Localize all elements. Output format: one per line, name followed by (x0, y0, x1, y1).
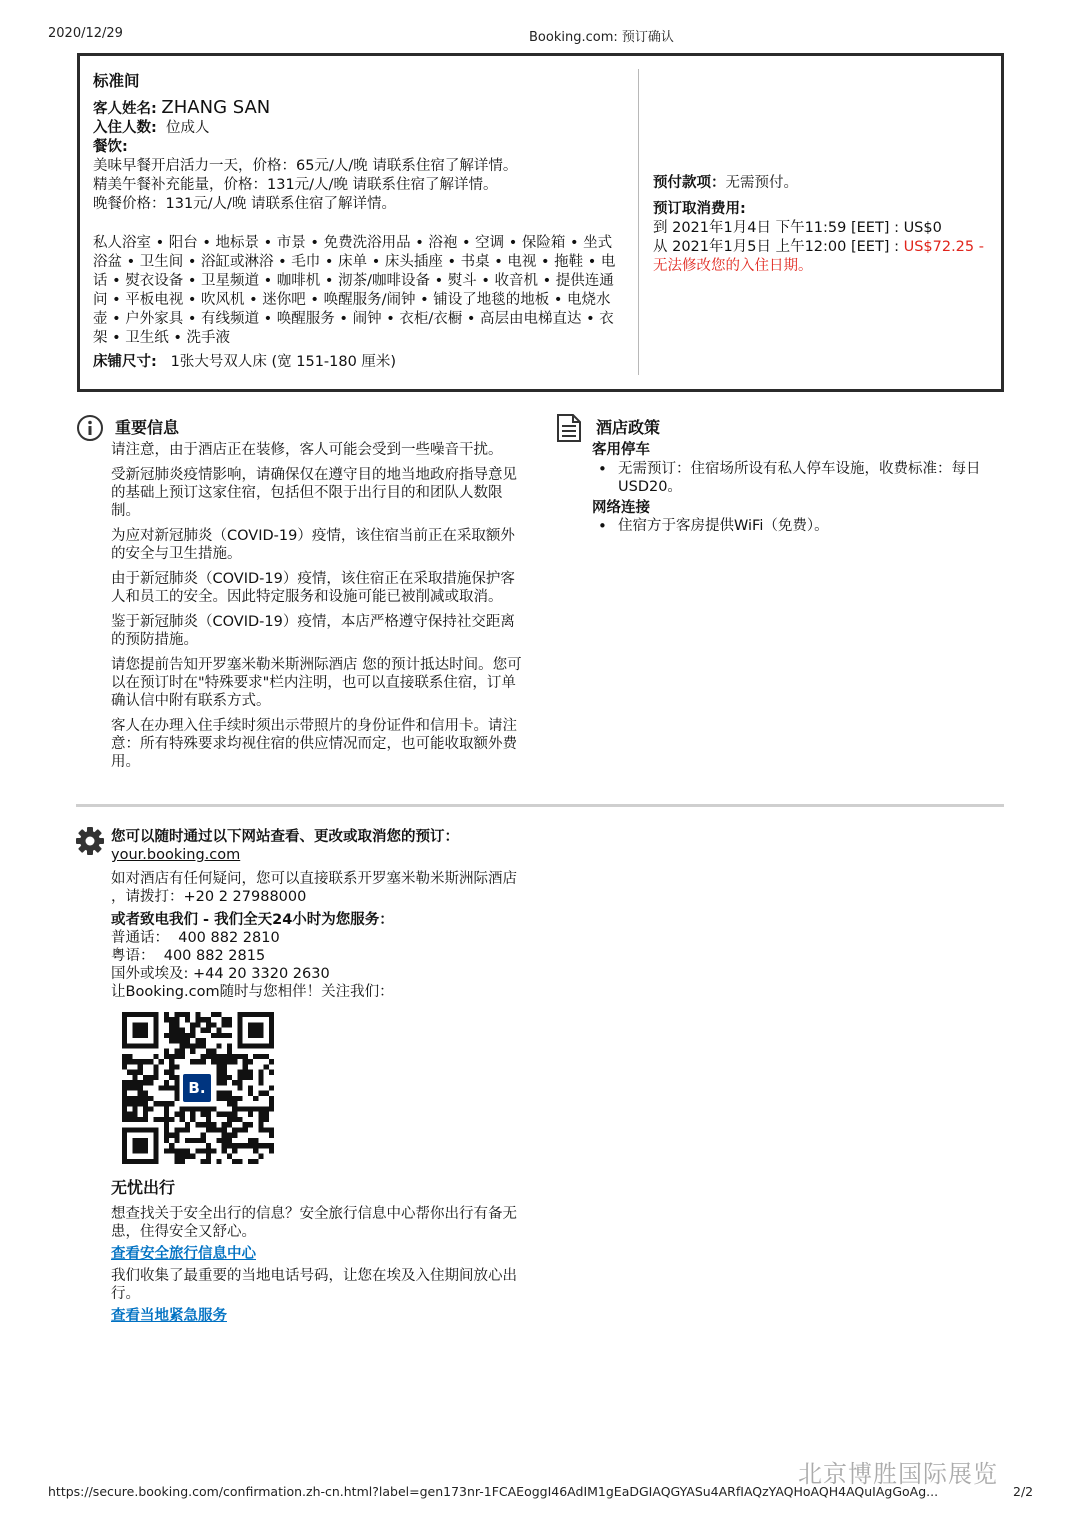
policy-title: 酒店政策 (596, 418, 661, 437)
print-date: 2020/12/29 (48, 26, 123, 41)
prepay-label: 预付款项： (653, 175, 726, 191)
room-name: 标准间 (93, 72, 140, 90)
important-para-6: 请您提前告知开罗塞米勒米斯洲际酒店 您的预计抵达时间。您可以在预订时在"特殊要求"栏内注明，也可以直接联系住宿，订单确认信中附有联系方式。 (111, 657, 522, 709)
meal-dinner: 晚餐价格：131元/人/晚 请联系住宿了解详情。 (93, 196, 397, 212)
emergency-services-link[interactable]: 查看当地紧急服务 (111, 1308, 227, 1324)
page-number: 2/2 (1013, 1484, 1034, 1499)
phone-heading: 或者致电我们 - 我们全天24小时为您服务： (111, 912, 394, 928)
phone-cantonese: 粤语： 400 882 2815 (111, 948, 266, 964)
important-title: 重要信息 (115, 418, 180, 437)
important-para-7: 客人在办理入住手续时须出示带照片的身份证件和信用卡。请注意：所有特殊要求均视住宿的供应情况而定，也可能收取额外费用。 (111, 718, 517, 770)
room-details-left (93, 72, 623, 372)
bed-label: 床铺尺寸: (93, 354, 157, 370)
policy-content (592, 441, 992, 536)
print-title: Booking.com: 预订确认 (529, 30, 674, 45)
prepay-value: 无需预付。 (725, 175, 798, 191)
travel-text-2: 我们收集了最重要的当地电话号码，让您在埃及入住期间放心出行。 (111, 1268, 517, 1302)
cancel-line-2: 从 2021年1月5日 上午12:00 [EET] : (653, 239, 904, 255)
meals-label: 餐饮: (93, 139, 128, 155)
safety-center-link[interactable]: 查看安全旅行信息中心 (111, 1246, 256, 1262)
important-paragraphs (111, 441, 523, 778)
guest-label: 客人姓名: (93, 101, 157, 117)
cancel-line-1: 到 2021年1月4日 下午11:59 [EET] : US$0 (653, 220, 942, 236)
cancel-fee: US$72.25 - (903, 239, 984, 255)
box-divider (638, 69, 639, 375)
follow-text: 让Booking.com随时与您相伴！关注我们： (111, 984, 394, 1000)
meal-lunch: 精美午餐补充能量，价格：131元/人/晚 请联系住宿了解详情。 (93, 177, 498, 193)
section-divider (76, 804, 1004, 807)
document-icon (556, 413, 582, 447)
internet-label: 网络连接 (592, 499, 650, 516)
cancel-note: 无法修改您的入住日期。 (653, 258, 813, 274)
cancel-label: 预订取消费用: (653, 201, 746, 217)
booking-logo-badge: B. (180, 1071, 214, 1105)
parking-text: • 无需预订：住宿场所设有私人停车设施，收费标准：每日USD20。 (592, 460, 992, 497)
important-para-1: 请注意，由于酒店正在装修，客人可能会受到一些噪音干扰。 (111, 442, 503, 458)
contact-section (111, 828, 531, 1001)
info-icon (76, 414, 104, 446)
hotel-contact-text: 如对酒店有任何疑问，您可以直接联系开罗塞米勒米斯洲际酒店 ，请拨打：+20 2 27988000 (111, 871, 517, 905)
phone-international: 国外或埃及: +44 20 3320 2630 (111, 966, 330, 982)
guest-name: ZHANG SAN (161, 97, 271, 118)
occupancy-label: 入住人数: (93, 120, 157, 136)
important-para-4: 由于新冠肺炎（COVID-19）疫情，该住宿正在采取措施保护客人和员工的安全。因此特定服务和设施可能已被削减或取消。 (111, 571, 515, 605)
phone-mandarin: 普通话： 400 882 2810 (111, 930, 280, 946)
parking-label: 客用停车 (592, 442, 650, 458)
manage-booking-link[interactable]: your.booking.com (111, 847, 241, 863)
travel-section (111, 1179, 525, 1325)
contact-heading: 您可以随时通过以下网站查看、更改或取消您的预订： (111, 829, 459, 845)
travel-title: 无忧出行 (111, 1178, 176, 1197)
facilities-list: 私人浴室 • 阳台 • 地标景 • 市景 • 免费洗浴用品 • 浴袍 • 空调 • 保险箱 • 坐式浴盆 • 卫生间 • 浴缸或淋浴 • 毛巾 • 床单 • 床头插座 • 书桌 • 电视 • 拖鞋 • 电话 • 熨衣设备 • 卫星频道 • 咖啡机 • 沏茶/咖啡设备 • 熨斗 • 收音机 • 提供连通问 • 平板电视 • 吹风机 • 迷你吧 • 唤醒服务/闹钟 • 铺设了地毯的地板 • 电烧水壶 • 户外家具 • 有线频道 • 唤醒服务 • 闹钟 • 衣柜/衣橱 • 高层由电梯直达 • 衣架 • 卫生纸 • 洗手液 (93, 235, 616, 346)
important-para-2: 受新冠肺炎疫情影响，请确保仅在遵守目的地当地政府指导意见的基础上预订这家住宿，包括但不限于出行目的和团队人数限制。 (111, 467, 517, 519)
occupancy-value: 位成人 (166, 120, 210, 136)
payment-info (653, 174, 993, 276)
bed-value: 1张大号双人床 (宽 151-180 厘米) (170, 354, 397, 370)
important-para-5: 鉴于新冠肺炎（COVID-19）疫情，本店严格遵守保持社交距离的预防措施。 (111, 614, 515, 648)
important-para-3: 为应对新冠肺炎（COVID-19）疫情，该住宿当前正在采取额外的安全与卫生措施。 (111, 528, 515, 562)
meal-breakfast: 美味早餐开启活力一天，价格：65元/人/晚 请联系住宿了解详情。 (93, 158, 518, 174)
page-url: https://secure.booking.com/confirmation.zh-cn.html?label=gen173nr-1FCAEoggI46AdIM1gEaDGIAQGYASu4ARfIAQzYAQHoAQH4AQuIAgGoAg... (48, 1484, 939, 1499)
travel-text-1: 想查找关于安全出行的信息？安全旅行信息中心帮你出行有备无患，住得安全又舒心。 (111, 1206, 517, 1240)
internet-text: • 住宿方于客房提供WiFi（免费）。 (592, 517, 992, 536)
watermark-text: 北京博胜国际展览 (798, 1460, 998, 1488)
gear-icon (75, 826, 105, 860)
